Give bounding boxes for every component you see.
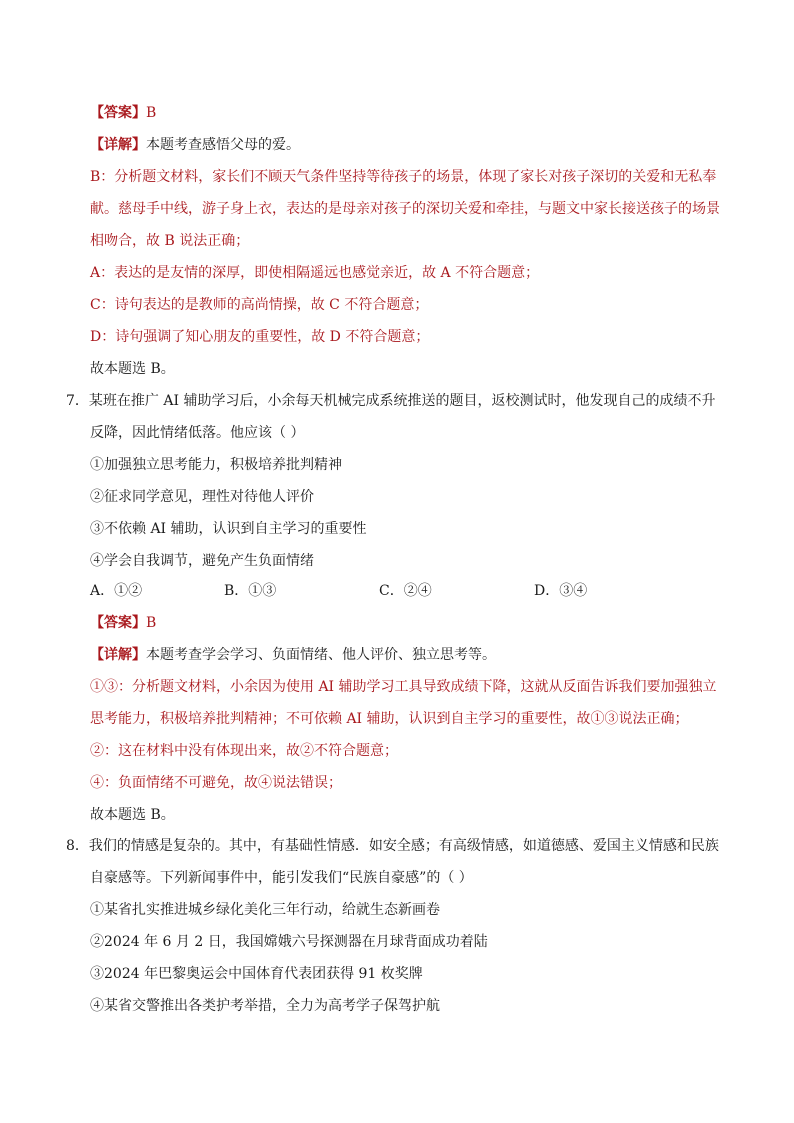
q8-statement: ④某省交警推出各类护考举措，全力为高考学子保驾护航 <box>90 998 440 1014</box>
q6-analysis-line: C：诗句表达的是教师的高尚情操，故 C 不符合题意； <box>90 297 429 313</box>
q7-analysis-line: ①③：分析题文材料，小余因为使用 AI 辅助学习工具导致成绩下降，这就从反面告诉我们要加强独立 <box>90 679 717 695</box>
q7-answer-tag: 【答案】 <box>90 615 146 631</box>
q7-answer-line <box>90 613 156 633</box>
q6-detail-line <box>90 135 300 155</box>
q7-option-d: D．③④ <box>534 583 588 599</box>
q7-options-row <box>90 581 630 601</box>
q7-option-b: B．①③ <box>224 583 277 599</box>
q7-option-a: A．①② <box>90 583 143 599</box>
q6-analysis-line: 相吻合，故 B 说法正确； <box>90 233 250 249</box>
q6-answer-value: B <box>146 105 157 121</box>
q8-stem-line: 8．我们的情感是复杂的。其中，有基础性情感．如安全感；有高级情感，如道德感、爱国主义情感和民族 <box>66 838 719 854</box>
q7-answer-value: B <box>146 615 157 631</box>
q7-analysis-line: ④：负面情绪不可避免，故④说法错误； <box>90 775 342 791</box>
q6-answer-line <box>90 103 156 123</box>
q7-statement: ④学会自我调节，避免产生负面情绪 <box>90 553 314 569</box>
q6-analysis-line: D：诗句强调了知心朋友的重要性，故 D 不符合题意； <box>90 329 430 345</box>
q7-analysis-line: ②：这在材料中没有体现出来，故②不符合题意； <box>90 743 398 759</box>
q7-option-c: C．②④ <box>379 583 432 599</box>
q7-statement: ①加强独立思考能力，积极培养批判精神 <box>90 457 342 473</box>
q7-statement: ③不依赖 AI 辅助，认识到自主学习的重要性 <box>90 521 367 537</box>
q6-analysis-line: A：表达的是友情的深厚，即使相隔遥远也感觉亲近，故 A 不符合题意； <box>90 265 540 281</box>
q6-analysis-line: B：分析题文材料，家长们不顾天气条件坚持等待孩子的场景，体现了家长对孩子深切的关爱和无私奉 <box>90 169 717 185</box>
q7-detail-tag: 【详解】 <box>90 647 146 663</box>
q8-stem-line: 自豪感等。下列新闻事件中，能引发我们“民族自豪感”的（ ） <box>90 870 473 886</box>
q7-detail-text: 本题考查学会学习、负面情绪、他人评价、独立思考等。 <box>146 647 496 663</box>
q6-detail-text: 本题考查感悟父母的爱。 <box>146 137 300 153</box>
q8-statement: ①某省扎实推进城乡绿化美化三年行动，给就生态新画卷 <box>90 902 440 918</box>
q6-conclusion: 故本题选 B。 <box>90 361 175 377</box>
q6-detail-tag: 【详解】 <box>90 137 146 153</box>
q7-stem-line: 反降，因此情绪低落。他应该（ ） <box>90 425 305 441</box>
q8-statement: ②2024 年 6 月 2 日，我国嫦娥六号探测器在月球背面成功着陆 <box>90 934 488 950</box>
q6-analysis-line: 献。慈母手中线，游子身上衣，表达的是母亲对孩子的深切关爱和牵挂，与题文中家长接送孩子的场景 <box>90 201 720 217</box>
q7-conclusion: 故本题选 B。 <box>90 807 175 823</box>
q6-answer-tag: 【答案】 <box>90 105 146 121</box>
q7-detail-line <box>90 645 496 665</box>
q7-analysis-line: 思考能力，积极培养批判精神；不可依赖 AI 辅助，认识到自主学习的重要性，故①③说法正确； <box>90 711 689 727</box>
q7-statement: ②征求同学意见，理性对待他人评价 <box>90 489 314 505</box>
q7-stem-line: 7．某班在推广 AI 辅助学习后，小余每天机械完成系统推送的题目，返校测试时，他发现自己的成绩不升 <box>66 393 716 409</box>
q8-statement: ③2024 年巴黎奥运会中国体育代表团获得 91 枚奖牌 <box>90 966 423 982</box>
